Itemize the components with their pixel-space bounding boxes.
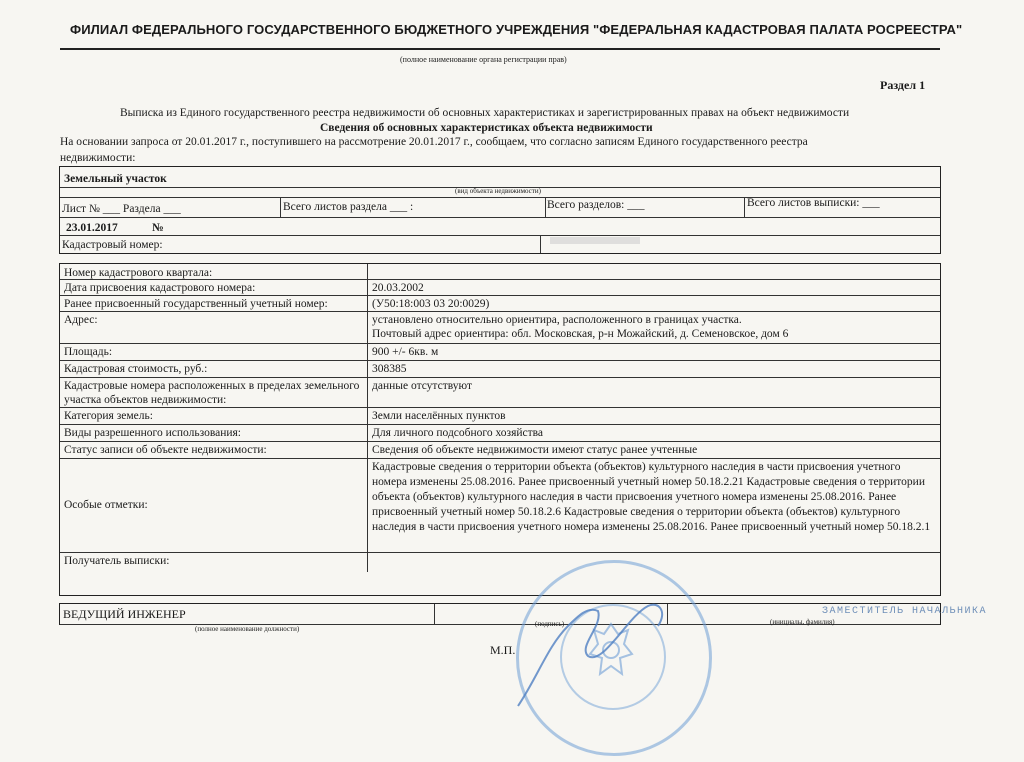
field-label: Ранее присвоенный государственный учетный номер: <box>60 295 368 311</box>
field-label: Особые отметки: <box>60 458 368 552</box>
number-sign: № <box>152 222 164 234</box>
field-value <box>368 264 940 279</box>
basis-text-line1: На основании запроса от 20.01.2017 г., поступившего на рассмотрение 20.01.2017 г., сообщаем, что согласно записям Единого государственного реестра <box>60 136 808 148</box>
field-value-text: 900 +/- 6кв. м <box>372 346 439 358</box>
field-value-text: Сведения об объекте недвижимости имеют статус ранее учтенные <box>372 444 698 456</box>
extract-date: 23.01.2017 <box>66 222 118 234</box>
table-row <box>60 279 940 296</box>
extract-title: Выписка из Единого государственного реестра недвижимости об основных характеристиках и зарегистрированных правах на объект недвижимости <box>120 107 850 119</box>
organization-caption: (полное наименование органа регистрации прав) <box>400 55 567 64</box>
field-value <box>368 407 940 424</box>
field-value <box>368 377 940 407</box>
field-label: Кадастровые номера расположенных в пределах земельного участка объектов недвижимости: <box>60 377 368 407</box>
field-value <box>368 441 940 458</box>
field-label: Виды разрешенного использования: <box>60 424 368 441</box>
signature-caption: (подпись) <box>535 620 565 628</box>
sheet-number: Лист № ___ Раздела ___ <box>62 203 181 215</box>
field-value-text: данные отсутствуют <box>372 380 472 392</box>
field-value-text: установлено относительно ориентира, расположенного в границах участка. <box>372 314 742 326</box>
table-row <box>60 424 940 442</box>
field-label: Адрес: <box>60 311 368 343</box>
title-underline <box>60 48 940 50</box>
table-row <box>60 343 940 361</box>
table-row <box>60 441 940 459</box>
handwritten-signature <box>508 586 678 716</box>
table-row <box>60 552 940 572</box>
mp-label: М.П. <box>490 643 516 657</box>
field-value-text: Земли населённых пунктов <box>372 410 506 422</box>
field-value <box>368 343 940 360</box>
field-value <box>368 279 940 295</box>
object-header-box <box>59 166 941 254</box>
field-label: Кадастровая стоимость, руб.: <box>60 360 368 377</box>
table-row <box>60 407 940 425</box>
table-row <box>60 458 940 553</box>
cadastral-number-label: Кадастровый номер: <box>62 239 163 251</box>
field-label: Получатель выписки: <box>60 552 368 572</box>
table-row <box>60 377 940 408</box>
deputy-stamp: ЗАМЕСТИТЕЛЬ НАЧАЛЬНИКА <box>822 606 988 617</box>
total-sheets-extract: Всего листов выписки: ___ <box>747 197 880 209</box>
field-value-text: 20.03.2002 <box>372 282 424 294</box>
cadastral-number-redacted <box>550 237 640 244</box>
section-label: Раздел 1 <box>880 78 926 92</box>
object-type-caption: (вид объекта недвижимости) <box>455 187 541 195</box>
field-value <box>368 295 940 311</box>
field-label: Дата присвоения кадастрового номера: <box>60 279 368 295</box>
field-value-text: 308385 <box>372 363 407 375</box>
position-title: ВЕДУЩИЙ ИНЖЕНЕР <box>63 607 186 621</box>
field-value <box>368 360 940 377</box>
field-value <box>368 311 940 343</box>
table-row <box>60 264 940 280</box>
field-value <box>368 424 940 441</box>
position-caption: (полное наименование должности) <box>195 625 300 633</box>
field-label: Номер кадастрового квартала: <box>60 264 368 279</box>
initials-caption: (инициалы, фамилия) <box>770 618 835 626</box>
field-value-text-2: Почтовый адрес ориентира: обл. Московская, р-н Можайский, д. Семеновское, дом 6 <box>372 328 789 340</box>
field-label: Категория земель: <box>60 407 368 424</box>
field-value-text: Кадастровые сведения о территории объекта (объектов) культурного наследия в части присвоения учетного номера изменены 25.08.2016. Ранее присвоенный учетный номер 50.18.2.21 Кадастровые сведения о территории объекта (объектов) культурного наследия в части присвоения учетного номера изменены 25.08.2016. Ранее присвоенный учетный номер 50.18.2.6 Кадастровые сведения о территории объекта (объектов) культурного наследия в части присвоения учетного номера изменены 25.08.2016. Ранее присвоенный учетный номер 50.18.2.1 <box>372 461 931 533</box>
object-type: Земельный участок <box>64 173 167 185</box>
field-value-text: (У50:18:003 03 20:0029) <box>372 298 490 310</box>
basis-text-line2: недвижимости: <box>60 152 136 164</box>
table-row <box>60 295 940 312</box>
table-row <box>60 311 940 344</box>
extract-subtitle: Сведения об основных характеристиках объекта недвижимости <box>320 122 653 134</box>
total-sheets-section: Всего листов раздела ___ : <box>283 201 414 213</box>
table-row <box>60 360 940 378</box>
total-sections: Всего разделов: ___ <box>547 199 645 211</box>
field-label: Статус записи об объекте недвижимости: <box>60 441 368 458</box>
characteristics-table <box>59 263 941 596</box>
field-label: Площадь: <box>60 343 368 360</box>
organization-title: ФИЛИАЛ ФЕДЕРАЛЬНОГО ГОСУДАРСТВЕННОГО БЮДЖЕТНОГО УЧРЕЖДЕНИЯ "ФЕДЕРАЛЬНАЯ КАДАСТРОВАЯ ПАЛАТА РОСРЕЕСТРА" <box>70 22 963 37</box>
field-value <box>368 458 940 552</box>
field-value-text: Для личного подсобного хозяйства <box>372 427 544 439</box>
